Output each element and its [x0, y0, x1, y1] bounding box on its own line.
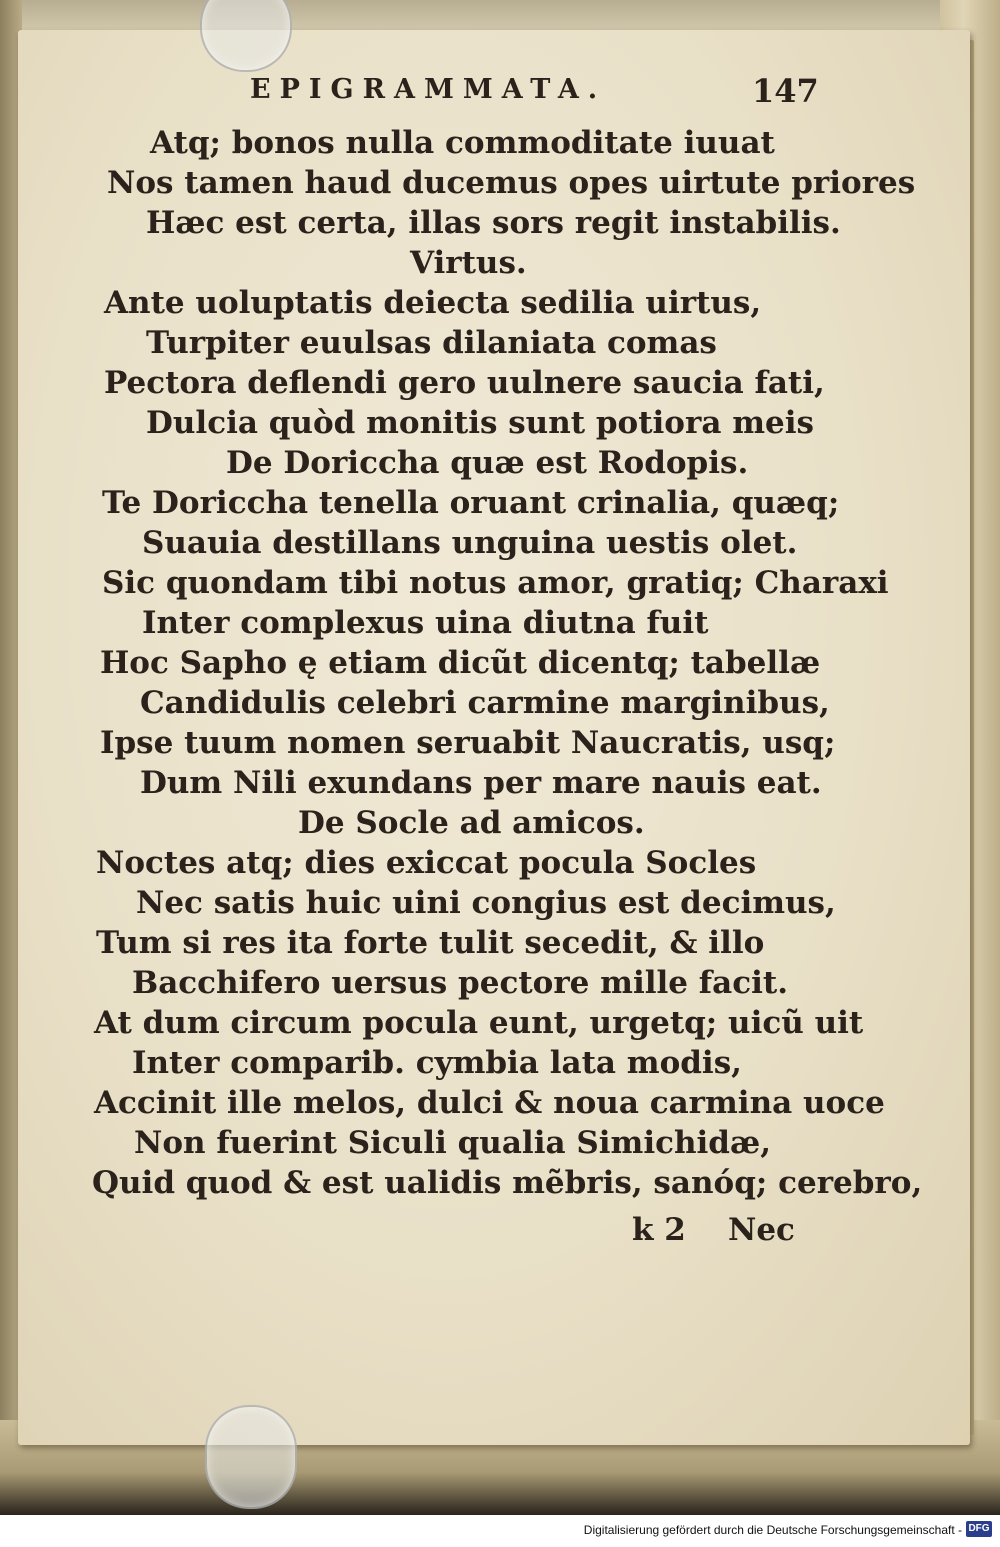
text-line: Hæc est certa, illas sors regit instabilis.: [146, 205, 841, 241]
credit-bar: [0, 1515, 1000, 1547]
text-line: Non fuerint Siculi qualia Simichidæ,: [134, 1125, 771, 1161]
text-line: Ante uoluptatis deiecta sedilia uirtus,: [104, 285, 762, 321]
text-line: Accinit ille melos, dulci & noua carmina uoce: [94, 1085, 885, 1121]
text-line: Quid quod & est ualidis mẽbris, sanóq; cerebro,: [92, 1165, 923, 1201]
text-line: Dulcia quòd monitis sunt potiora meis: [146, 405, 814, 441]
text-line: Inter comparib. cymbia lata modis,: [132, 1045, 742, 1081]
section-heading: De Socle ad amicos.: [298, 805, 645, 841]
text-line: Candidulis celebri carmine marginibus,: [140, 685, 830, 721]
text-line: Noctes atq; dies exiccat pocula Socles: [96, 845, 757, 881]
catchword: Nec: [728, 1212, 795, 1248]
page-number: 147: [752, 72, 819, 110]
text-line: Suauia destillans unguina uestis olet.: [142, 525, 798, 561]
signature-mark: k 2: [632, 1212, 686, 1248]
text-line: Pectora deflendi gero uulnere saucia fati,: [104, 365, 825, 401]
book-clip-bottom: [205, 1405, 297, 1509]
text-line: Ipse tuum nomen seruabit Naucratis, usq;: [100, 725, 836, 761]
section-heading: De Doriccha quæ est Rodopis.: [226, 445, 749, 481]
text-line: Nos tamen haud ducemus opes uirtute priores: [107, 165, 916, 201]
text-line: Inter complexus uina diutna fuit: [142, 605, 709, 641]
text-line: Bacchifero uersus pectore mille facit.: [132, 965, 788, 1001]
running-title: EPIGRAMMATA.: [250, 74, 607, 105]
text-line: Turpiter euulsas dilaniata comas: [146, 325, 717, 361]
funding-credit: Digitalisierung gefördert durch die Deutsche Forschungsgemeinschaft -: [583, 1523, 962, 1537]
text-line: Sic quondam tibi notus amor, gratiq; Charaxi: [102, 565, 889, 601]
text-line: Atq; bonos nulla commoditate iuuat: [150, 125, 775, 161]
text-line: Dum Nili exundans per mare nauis eat.: [140, 765, 822, 801]
text-line: At dum circum pocula eunt, urgetq; uicũ uit: [94, 1005, 864, 1041]
text-line: Te Doriccha tenella oruant crinalia, quæq;: [102, 485, 840, 521]
dfg-logo: DFG: [966, 1521, 992, 1537]
text-line: Nec satis huic uini congius est decimus,: [136, 885, 836, 921]
text-line: Hoc Sapho ę etiam dicũt dicentq; tabellæ: [100, 645, 821, 681]
section-heading: Virtus.: [410, 245, 527, 281]
text-line: Tum si res ita forte tulit secedit, & illo: [96, 925, 765, 961]
